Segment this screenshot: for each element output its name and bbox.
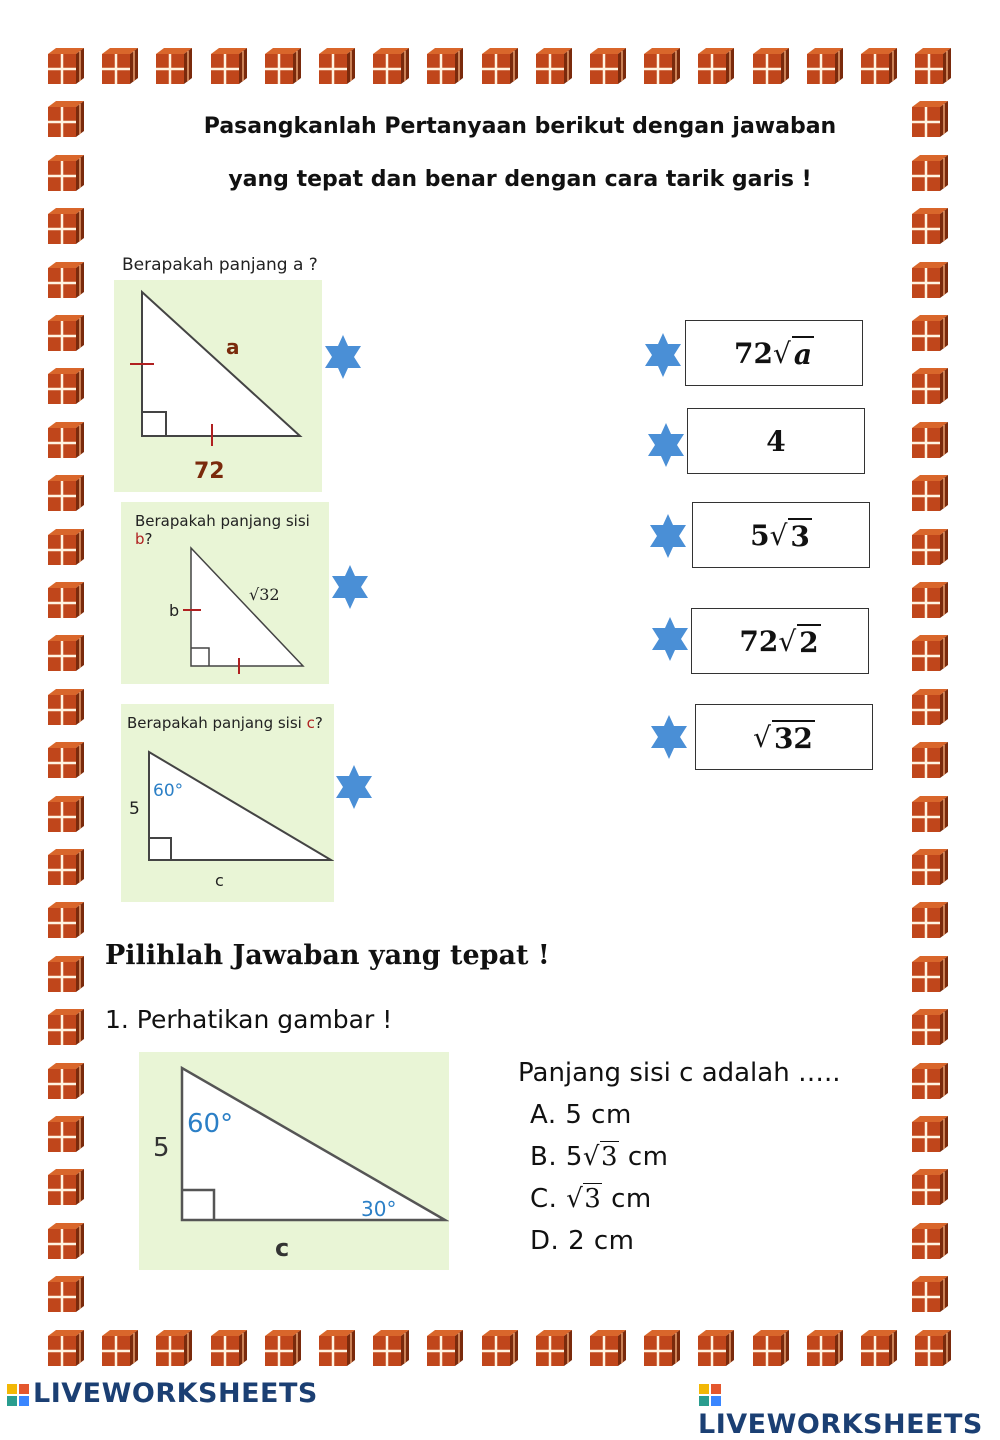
mc-label-c: c — [275, 1234, 290, 1262]
brick-icon — [910, 1114, 950, 1154]
question-3-prompt: Berapakah panjang sisi c? — [127, 714, 323, 732]
brick-icon — [46, 633, 86, 673]
brick-icon — [425, 46, 465, 86]
question-1-label: 1. Perhatikan gambar ! — [105, 1005, 393, 1034]
brick-icon — [910, 99, 950, 139]
brick-icon — [46, 794, 86, 834]
brick-icon — [910, 954, 950, 994]
brick-icon — [751, 46, 791, 86]
question-1-star-icon[interactable] — [322, 334, 364, 380]
liveworksheets-logo-right[interactable]: LIVEWORKSHEETS — [698, 1378, 1000, 1440]
triangle-a-diagram — [114, 280, 322, 492]
brick-icon — [480, 1328, 520, 1368]
brick-icon — [910, 900, 950, 940]
brick-icon — [910, 1061, 950, 1101]
brick-icon — [910, 260, 950, 300]
brick-icon — [642, 46, 682, 86]
answer-5-star-icon[interactable] — [648, 714, 690, 760]
question-2-figure — [121, 502, 329, 684]
label-b: b — [169, 601, 180, 620]
brick-icon — [46, 1328, 86, 1368]
triangle-c-diagram — [121, 704, 334, 902]
question-2-star-icon[interactable] — [329, 564, 371, 610]
brick-icon — [696, 46, 736, 86]
question-1-prompt: Berapakah panjang a ? — [122, 255, 318, 275]
option-c[interactable]: C. √3 cm — [530, 1184, 652, 1214]
answer-box-5-sqrt-3[interactable]: 5 √ 3 — [692, 502, 870, 568]
brick-icon — [100, 46, 140, 86]
brick-icon — [910, 420, 950, 460]
brick-icon — [46, 260, 86, 300]
brick-icon — [46, 46, 86, 86]
brick-icon — [46, 313, 86, 353]
brick-icon — [910, 794, 950, 834]
brick-icon — [46, 687, 86, 727]
brick-icon — [46, 1167, 86, 1207]
mc-label-30deg: 30° — [361, 1197, 397, 1221]
brick-icon — [425, 1328, 465, 1368]
liveworksheets-icon — [6, 1383, 30, 1407]
brick-icon — [46, 1114, 86, 1154]
option-a[interactable]: A. 5 cm — [530, 1100, 632, 1130]
brick-icon — [46, 847, 86, 887]
answer-box-4[interactable]: 4 — [687, 408, 865, 474]
label-5: 5 — [129, 799, 140, 819]
brick-icon — [46, 1221, 86, 1261]
brick-icon — [263, 1328, 303, 1368]
brick-icon — [910, 1167, 950, 1207]
brick-icon — [910, 687, 950, 727]
brick-icon — [805, 46, 845, 86]
question-2-prompt: Berapakah panjang sisi b? — [135, 512, 310, 548]
brick-icon — [588, 1328, 628, 1368]
brick-icon — [534, 1328, 574, 1368]
mc-label-5: 5 — [153, 1133, 170, 1163]
brick-icon — [480, 46, 520, 86]
brick-icon — [910, 1274, 950, 1314]
answer-box-72-sqrt-2[interactable]: 72 √ 2 — [691, 608, 869, 674]
brick-icon — [46, 900, 86, 940]
brick-icon — [910, 366, 950, 406]
brick-icon — [209, 1328, 249, 1368]
brick-icon — [317, 1328, 357, 1368]
brick-icon — [751, 1328, 791, 1368]
instruction-line-1: Pasangkanlah Pertanyaan berikut dengan jawaban — [203, 114, 837, 139]
label-c: c — [215, 871, 224, 890]
brick-icon — [154, 46, 194, 86]
question-1-figure — [114, 280, 322, 492]
brick-icon — [696, 1328, 736, 1368]
brick-icon — [913, 46, 953, 86]
label-72: 72 — [194, 459, 225, 484]
answer-box-72-sqrt-a[interactable]: 72 √ a — [685, 320, 863, 386]
brick-icon — [910, 473, 950, 513]
brick-icon — [910, 847, 950, 887]
brick-icon — [46, 473, 86, 513]
option-b[interactable]: B. 5√3 cm — [530, 1142, 669, 1172]
brick-icon — [209, 46, 249, 86]
brick-icon — [910, 153, 950, 193]
brick-icon — [46, 1007, 86, 1047]
answer-box-sqrt-32[interactable]: √ 32 — [695, 704, 873, 770]
brick-icon — [46, 527, 86, 567]
instruction-line-2: yang tepat dan benar dengan cara tarik garis ! — [228, 167, 812, 192]
label-sqrt32: √32 — [249, 585, 280, 604]
brick-icon — [263, 46, 303, 86]
brick-icon — [534, 46, 574, 86]
brick-icon — [859, 1328, 899, 1368]
brick-icon — [910, 580, 950, 620]
label-a: a — [226, 335, 240, 359]
brick-icon — [910, 1221, 950, 1261]
brick-icon — [46, 366, 86, 406]
answer-4-star-icon[interactable] — [649, 616, 691, 662]
brick-icon — [46, 153, 86, 193]
brick-icon — [859, 46, 899, 86]
triangle-30-60-diagram — [139, 1052, 449, 1270]
mc-label-60deg: 60° — [187, 1109, 234, 1139]
brick-icon — [910, 1007, 950, 1047]
brick-icon — [910, 740, 950, 780]
brick-icon — [371, 1328, 411, 1368]
mc-question-1-figure — [139, 1052, 449, 1270]
mc-question-text: Panjang sisi c adalah ….. — [518, 1058, 841, 1088]
brick-icon — [46, 420, 86, 460]
brick-icon — [910, 313, 950, 353]
brick-icon — [154, 1328, 194, 1368]
section-title: Pilihlah Jawaban yang tepat ! — [105, 940, 550, 971]
brick-icon — [805, 1328, 845, 1368]
brick-icon — [642, 1328, 682, 1368]
brick-icon — [588, 46, 628, 86]
answer-3-star-icon[interactable] — [647, 513, 689, 559]
brick-icon — [46, 99, 86, 139]
brick-icon — [913, 1328, 953, 1368]
brick-icon — [371, 46, 411, 86]
brick-icon — [46, 580, 86, 620]
liveworksheets-logo-left[interactable]: LIVEWORKSHEETS — [6, 1378, 318, 1409]
question-3-star-icon[interactable] — [333, 764, 375, 810]
brick-icon — [910, 527, 950, 567]
brick-icon — [46, 1061, 86, 1101]
label-60deg: 60° — [153, 781, 184, 801]
brick-icon — [46, 954, 86, 994]
brick-icon — [46, 1274, 86, 1314]
brick-icon — [317, 46, 357, 86]
question-3-figure — [121, 704, 334, 902]
brick-icon — [910, 633, 950, 673]
triangle-b-diagram — [121, 502, 329, 684]
brick-icon — [910, 206, 950, 246]
liveworksheets-icon — [698, 1383, 722, 1407]
option-d[interactable]: D. 2 cm — [530, 1226, 635, 1256]
brick-icon — [46, 206, 86, 246]
answer-1-star-icon[interactable] — [642, 332, 684, 378]
answer-2-star-icon[interactable] — [645, 422, 687, 468]
brick-icon — [46, 740, 86, 780]
brick-icon — [100, 1328, 140, 1368]
